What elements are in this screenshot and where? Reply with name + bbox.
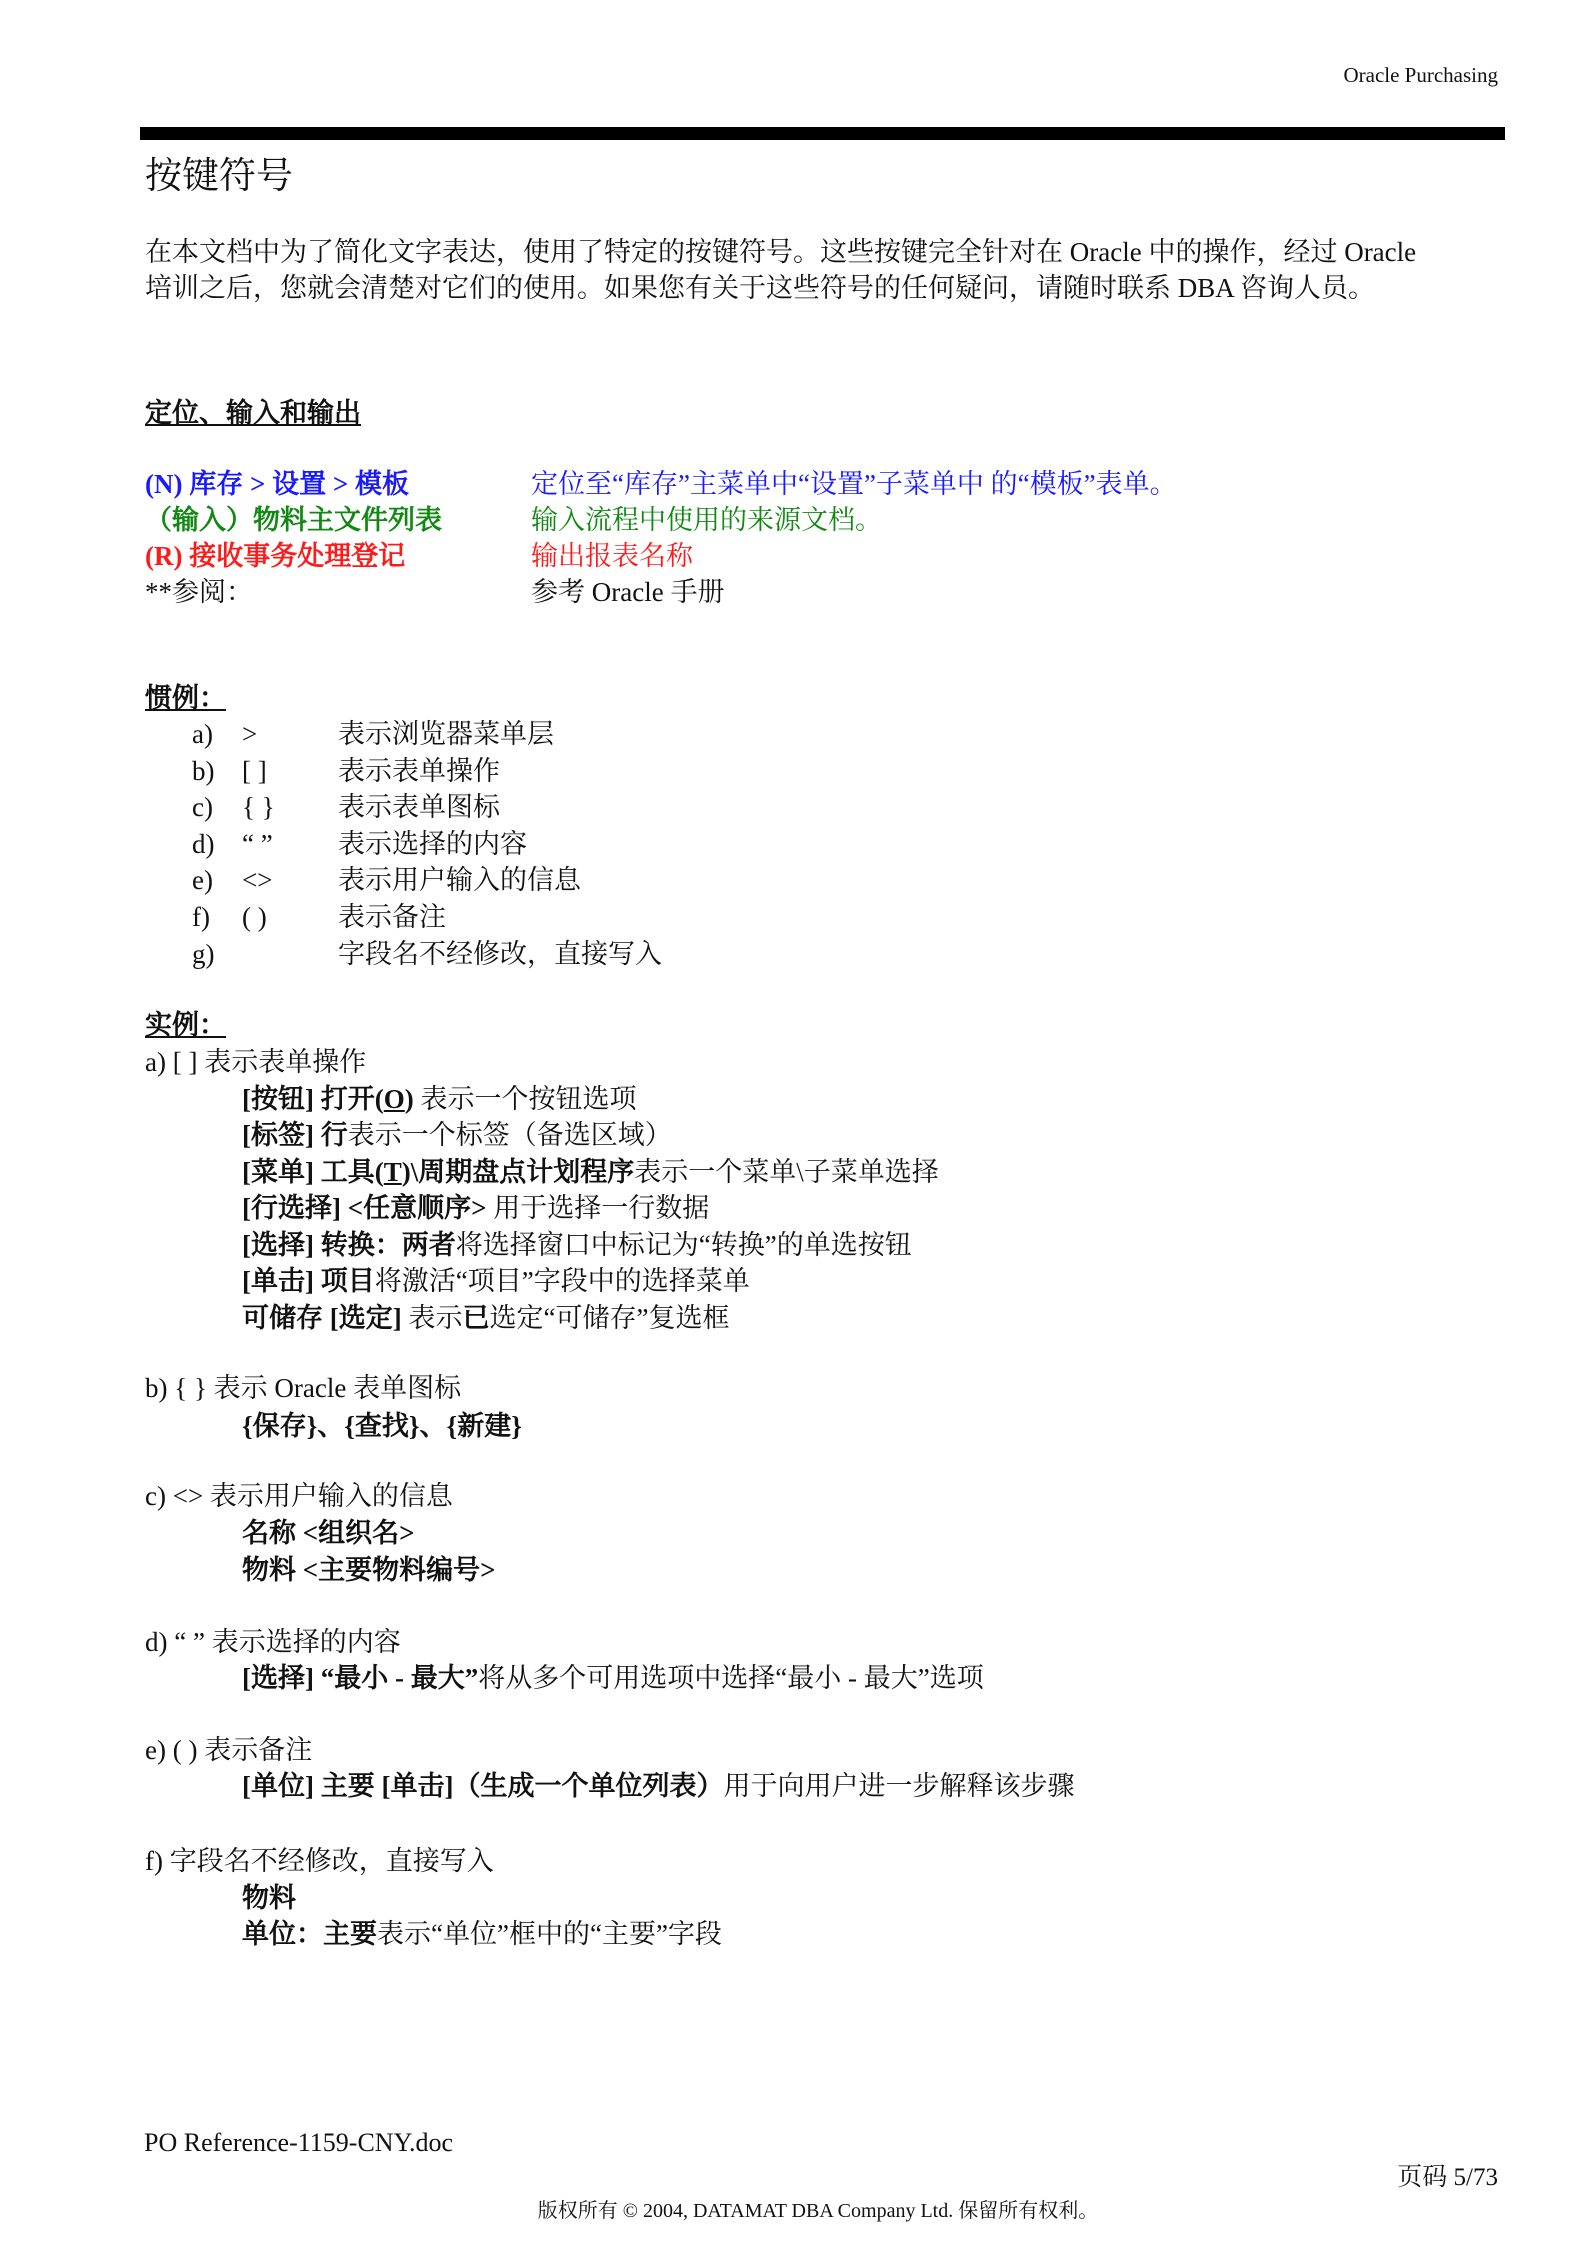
t: 可储存 [选定] (242, 1303, 402, 1333)
t: [按钮] 打开( (242, 1084, 384, 1114)
t: 表示一个标签（备选区域） (347, 1120, 672, 1150)
convention-desc: 表示备注 (338, 902, 446, 932)
convention-symbol: ( ) (242, 902, 267, 932)
nav-term: (N) 库存 > 设置 > 模板 (145, 469, 410, 499)
example-line (242, 1118, 672, 1152)
example-line (242, 1769, 1074, 1803)
intro-line: 培训之后，您就会清楚对它们的使用。如果您有关于这些符号的任何疑问，请随时联系 DBA 咨询人员。 (145, 273, 1376, 303)
intro-line: 在本文档中为了简化文字表达，使用了特定的按键符号。这些按键完全针对在 Oracle 中的操作，经过 Oracle (145, 237, 1417, 267)
example-line (242, 1191, 709, 1225)
t: 表示一个按钮选项 (413, 1084, 637, 1114)
input-desc: 输入流程中使用的来源文档。 (531, 505, 882, 535)
t: 将激活“项目”字段中的选择菜单 (374, 1266, 750, 1296)
example-a-head: a) [ ] 表示表单操作 (145, 1047, 367, 1077)
example-line: {保存}、{查找}、{新建} (242, 1411, 522, 1441)
examples-heading: 实例： (145, 1010, 226, 1040)
t: [标签] 行 (242, 1120, 348, 1150)
convention-symbol: > (242, 719, 258, 749)
convention-letter: c) (192, 792, 213, 823)
t: [菜单] 工具( (242, 1157, 384, 1187)
t: ) (404, 1084, 414, 1114)
convention-desc: 字段名不经修改，直接写入 (338, 938, 662, 969)
convention-letter: b) (192, 755, 215, 786)
report-term: (R) 接收事务处理登记 (145, 541, 406, 571)
page-number: 页码 5/73 (1397, 2164, 1498, 2191)
running-header: Oracle Purchasing (1343, 63, 1498, 87)
nav-desc: 定位至“库存”主菜单中“设置”子菜单中 的“模板”表单。 (531, 469, 1177, 499)
example-b-head: b) { } 表示 Oracle 表单图标 (145, 1373, 462, 1403)
convention-desc: 表示浏览器菜单层 (338, 719, 554, 749)
example-line (242, 1661, 984, 1695)
convention-letter: e) (192, 865, 213, 896)
convention-symbol: “ ” (242, 828, 273, 859)
example-line: 物料 (242, 1883, 296, 1913)
example-line (242, 1917, 722, 1951)
convention-desc: 表示表单操作 (338, 755, 500, 786)
example-line (242, 1155, 939, 1189)
t: 单位：主要 (242, 1919, 377, 1949)
example-e-head: e) ( ) 表示备注 (145, 1735, 313, 1765)
t: T (383, 1157, 402, 1187)
t: 表示一个菜单\子菜单选择 (634, 1157, 939, 1187)
t: 用于向用户进一步解释该步骤 (723, 1771, 1075, 1801)
convention-desc: 表示表单图标 (338, 792, 500, 823)
example-line (242, 1082, 637, 1116)
see-desc: 参考 Oracle 手册 (531, 577, 725, 607)
t: [单击] 项目 (242, 1266, 375, 1296)
t: 已 (462, 1303, 490, 1333)
report-desc: 输出报表名称 (531, 541, 693, 571)
t: 选定“可储存”复选框 (489, 1303, 730, 1333)
t: [行选择] <任意顺序> (242, 1193, 487, 1223)
t: [单位] 主要 [单击]（生成一个单位列表） (242, 1771, 724, 1801)
example-d-head: d) “ ” 表示选择的内容 (145, 1627, 401, 1657)
t: 将从多个可用选项中选择“最小 - 最大”选项 (478, 1663, 984, 1693)
t: 表示“单位”框中的“主要”字段 (377, 1919, 722, 1949)
convention-letter: d) (192, 828, 215, 859)
example-line (242, 1264, 750, 1298)
header-rule (140, 127, 1505, 140)
t: [选择] “最小 - 最大” (242, 1663, 479, 1693)
see-term: **参阅： (145, 577, 253, 607)
example-f-head: f) 字段名不经修改，直接写入 (145, 1846, 494, 1876)
footer-filename: PO Reference-1159-CNY.doc (144, 2128, 454, 2157)
example-line (242, 1301, 729, 1335)
page-title: 按键符号 (145, 156, 293, 197)
t: O (383, 1084, 405, 1114)
section-heading: 定位、输入和输出 (145, 398, 361, 428)
example-line: 物料 <主要物料编号> (242, 1555, 496, 1585)
convention-symbol: [ ] (242, 755, 267, 786)
example-c-head: c) <> 表示用户输入的信息 (145, 1481, 453, 1511)
convention-symbol: <> (242, 865, 273, 896)
convention-letter: a) (192, 719, 213, 749)
convention-letter: f) (192, 902, 210, 932)
example-line: 名称 <组织名> (242, 1518, 415, 1548)
copyright: 版权所有 © 2004, DATAMAT DBA Company Ltd. 保留所有权利。 (537, 2200, 1099, 2222)
example-line (242, 1228, 912, 1262)
t: 表示 (401, 1303, 463, 1333)
convention-desc: 表示选择的内容 (338, 828, 527, 859)
conventions-heading: 惯例： (145, 683, 226, 713)
convention-symbol: { } (242, 792, 275, 823)
t: 用于选择一行数据 (486, 1193, 710, 1223)
t: )\周期盘点计划程序 (401, 1157, 635, 1187)
input-term: （输入）物料主文件列表 (145, 505, 442, 535)
t: [选择] 转换：两者 (242, 1230, 456, 1260)
convention-desc: 表示用户输入的信息 (338, 865, 581, 896)
convention-letter: g) (192, 938, 215, 969)
t: 将选择窗口中标记为“转换”的单选按钮 (455, 1230, 912, 1260)
